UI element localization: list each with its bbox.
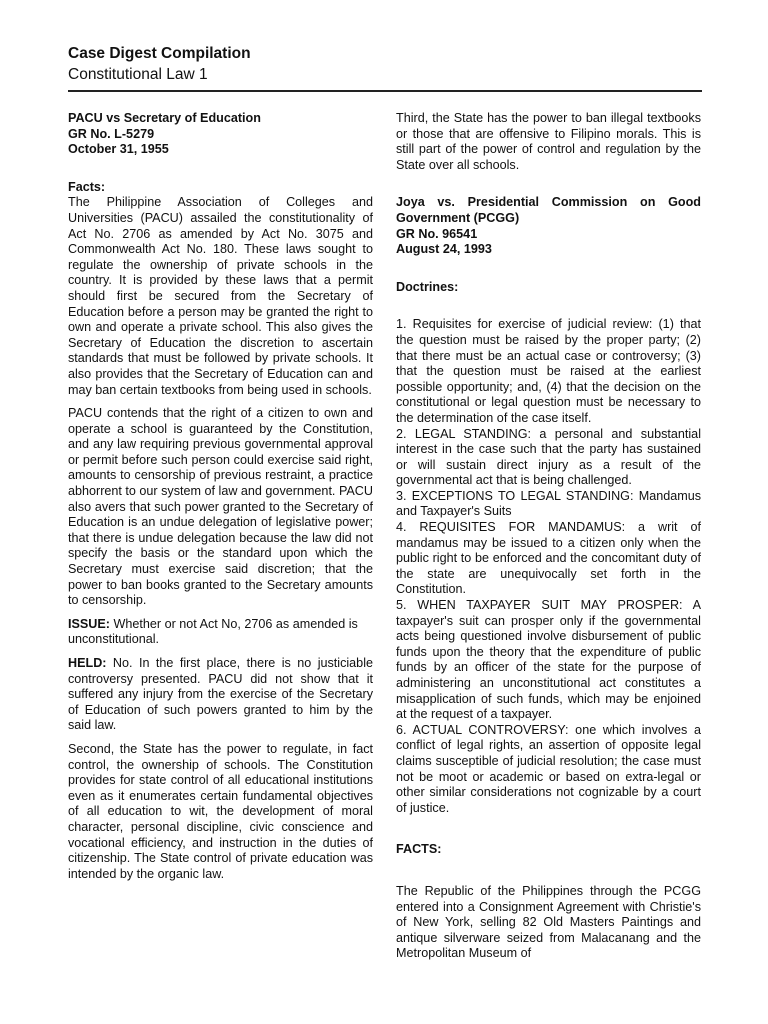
doctrine-item: 6. ACTUAL CONTROVERSY: one which involves a conflict of legal rights, an assertion of opposite legal claims susceptible of judicial resolution; the case must not be moot or academic or based on extra-legal or other similar considerations not cognizable by a court of justice. bbox=[396, 722, 701, 815]
header-divider bbox=[68, 90, 702, 92]
right-column bbox=[396, 111, 701, 962]
held-paragraph bbox=[68, 656, 373, 734]
facts-paragraph-joya: The Republic of the Philippines through the PCGG entered into a Consignment Agreement with Christie's of New York, selling 82 Old Masters Paintings and antique silverware seized from Malacanang and the Metropolitan Museum of bbox=[396, 883, 701, 961]
issue-paragraph bbox=[68, 617, 373, 648]
facts-heading-joya: FACTS: bbox=[396, 842, 442, 857]
facts-heading: Facts: bbox=[68, 179, 106, 194]
held-second-paragraph: Second, the State has the power to regulate, in fact control, the ownership of schools. The Constitution provides for state control of all educational institutions even as it enumerates certain fundamental objectives of all education to wit, the development of moral character, personal discipline, civic conscience and vocational efficiency, and instruction in the duties of citizenship. The State control of private education was intended by the organic law. bbox=[68, 741, 373, 881]
facts-paragraph: The Philippine Association of Colleges and Universities (PACU) assailed the constitutionality of Act No. 2706 as amended by Act No. 3075 and Commonwealth Act No. 180. These laws sought to regulate the ownership of private schools in the country. It is provided by these laws that a permit should first be secured from the Secretary of Education before a person may be granted the right to own and operate a private school. This also gives the Secretary of Education the discretion to ascertain standards that must be followed by private schools. It also provides that the Secretary of Education can and may ban certain textbooks from being used in schools. bbox=[68, 195, 373, 397]
facts-paragraph-contentions: PACU contends that the right of a citizen to own and operate a school is guaranteed by the Constitution, and any law requiring previous governmental approval or permit before such person could exercise said right, amounts to censorship of previous restraint, a practice abhorrent to our system of law and government. PACU also avers that such power granted to the Secretary of Education is an undue delegation of legislative power; that there is undue delegation because the law did not specify the basis or the standard upon which the Secretary must exercise said discretion; that the power to ban books granted to the Secretary amounts to censorship. bbox=[68, 406, 373, 608]
issue-label: ISSUE: bbox=[68, 616, 110, 631]
held-third-paragraph: Third, the State has the power to ban illegal textbooks or those that are offensive to Filipino morals. This is still part of the power of control and regulation by the State over all schools. bbox=[396, 111, 701, 172]
doctrine-item: 4. REQUISITES FOR MANDAMUS: a writ of mandamus may be issued to a citizen only when the public right to be enforced and the concomitant duty of the state are unequivocally set forth in the Constitution. bbox=[396, 520, 701, 597]
document-subtitle: Constitutional Law 1 bbox=[68, 66, 208, 83]
doctrine-item: 3. EXCEPTIONS TO LEGAL STANDING: Mandamus and Taxpayer's Suits bbox=[396, 488, 701, 519]
held-label: HELD: bbox=[68, 656, 107, 670]
doctrine-item: 2. LEGAL STANDING: a personal and substantial interest in the case such that the party has sustained or will sustain direct injury as a result of the governmental act that is being challenged. bbox=[396, 426, 701, 488]
issue-text: Whether or not Act No, 2706 as amended is unconstitutional. bbox=[68, 616, 358, 647]
case-date-joya: August 24, 1993 bbox=[396, 242, 492, 257]
case-gr-number-joya: GR No. 96541 bbox=[396, 226, 478, 241]
page-header bbox=[68, 44, 702, 85]
document-title: Case Digest Compilation bbox=[68, 45, 251, 62]
doctrine-item: 5. WHEN TAXPAYER SUIT MAY PROSPER: A taxpayer's suit can prosper only if the governmental acts being questioned involve disbursement of public funds upon the theory that the expenditure of public funds by an officer of the state for the purpose of administering an unconstitutional act constitutes a misapplication of such funds, which may be enjoined at the request of a taxpayer. bbox=[396, 598, 701, 722]
case-date: October 31, 1955 bbox=[68, 142, 169, 157]
left-column bbox=[68, 111, 373, 882]
case-title-joya: Joya vs. Presidential Commission on Good Government (PCGG) bbox=[396, 195, 701, 225]
doctrine-item: 1. Requisites for exercise of judicial review: (1) that the question must be raised by the proper party; (2) that there must be an actual case or controversy; (3) that the question must be raised at the earliest possible opportunity; and, (4) that the decision on the constitutional or legal question must be necessary to the determination of the case itself. bbox=[396, 317, 701, 425]
case-gr-number: GR No. L-5279 bbox=[68, 126, 155, 141]
doctrines-heading: Doctrines: bbox=[396, 279, 459, 294]
case-title: PACU vs Secretary of Education bbox=[68, 111, 261, 125]
held-text: No. In the first place, there is no justiciable controversy presented. PACU did not show that it suffered any injury from the exercise of the Secretary of Education of such powers granted to him by the said law. bbox=[68, 656, 373, 733]
